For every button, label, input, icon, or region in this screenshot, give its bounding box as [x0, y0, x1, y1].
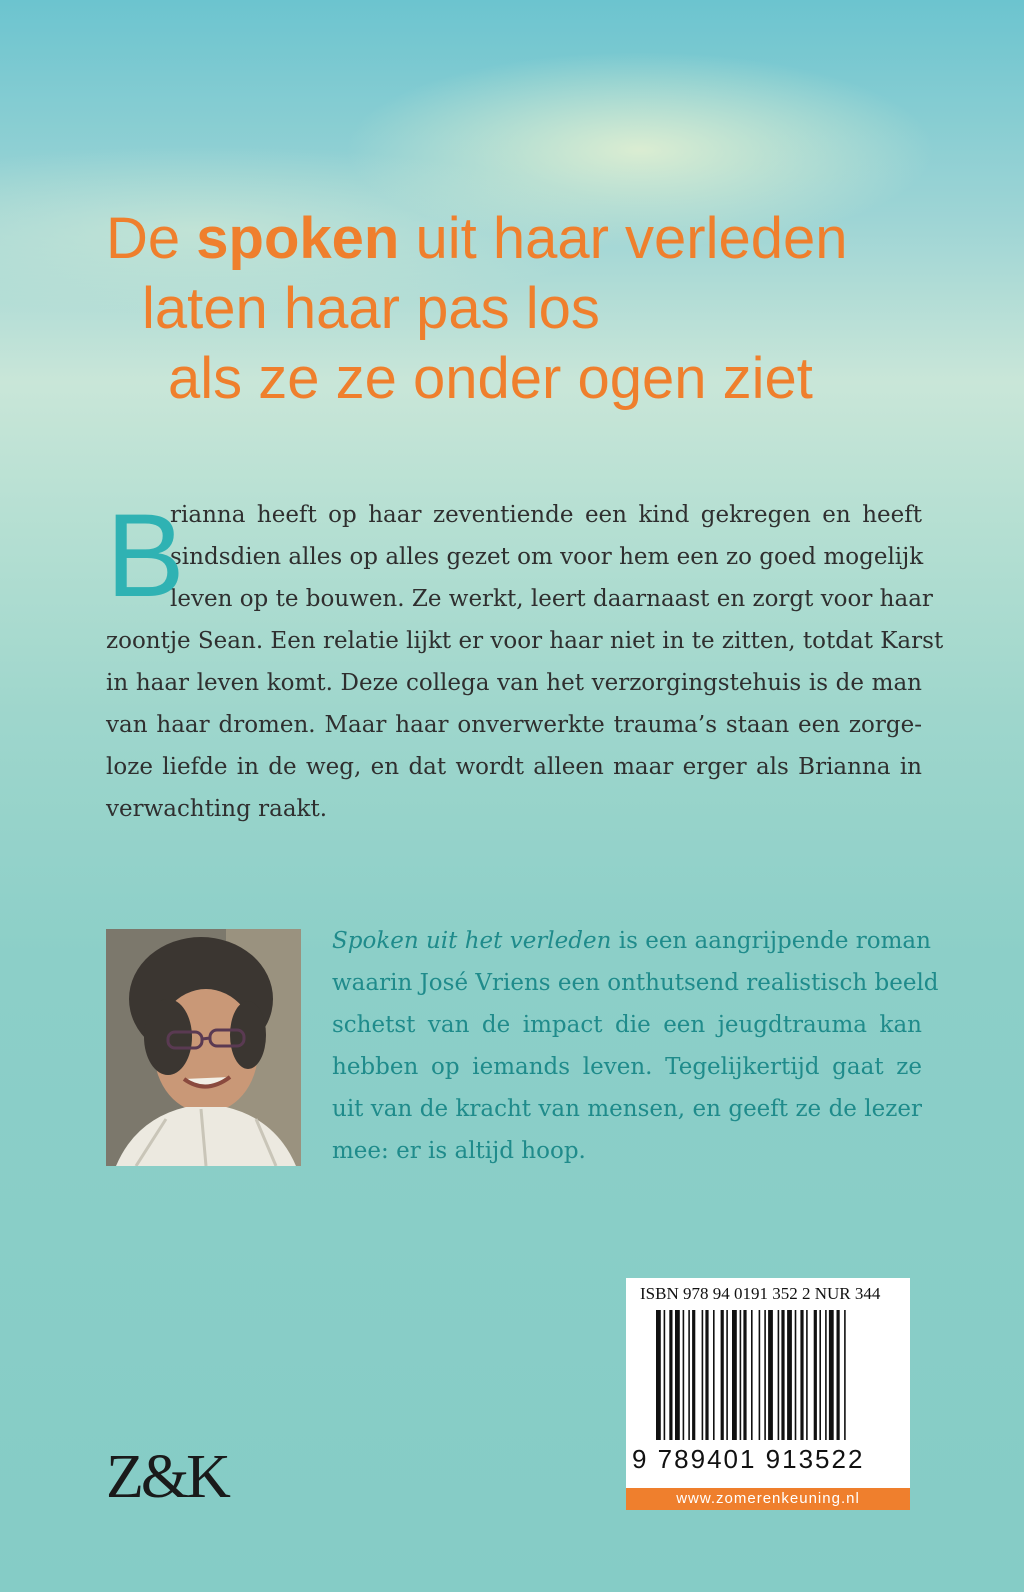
synopsis-line: in haar leven komt. Deze collega van het verzorgingstehuis is de man — [106, 670, 922, 696]
barcode-bar — [787, 1310, 792, 1440]
synopsis-line: sindsdien alles op alles gezet om voor hem een zo goed mogelijk — [170, 544, 924, 570]
author-blurb-line: uit van de kracht van mensen, en geeft ze de lezer — [332, 1096, 922, 1122]
barcode-bar — [825, 1310, 827, 1440]
synopsis-line: verwachting raakt. — [106, 796, 328, 822]
author-blurb-line: mee: er is altijd hoop. — [332, 1138, 586, 1164]
barcode-block — [626, 1278, 910, 1510]
tagline — [106, 204, 848, 414]
barcode-bar — [844, 1310, 846, 1440]
tagline-emphasis: spoken — [196, 206, 400, 271]
barcode-bar — [751, 1310, 753, 1440]
barcode-bar — [806, 1310, 808, 1440]
synopsis-line: zoontje Sean. Een relatie lijkt er voor haar niet in te zitten, totdat Karst — [106, 628, 944, 654]
isbn-nur-text: ISBN 978 94 0191 352 2 NUR 344 — [640, 1284, 881, 1303]
barcode-bar — [743, 1310, 746, 1440]
barcode-bar — [721, 1310, 724, 1440]
barcode-bar — [764, 1310, 766, 1440]
barcode-digits: 9 789401 913522 — [632, 1444, 865, 1474]
barcode-bar — [740, 1310, 742, 1440]
synopsis-line: leven op te bouwen. Ze werkt, leert daarnaast en zorgt voor haar — [170, 586, 933, 612]
publisher-logo: Z&K — [106, 1443, 228, 1511]
synopsis — [106, 490, 944, 830]
barcode-bar — [664, 1310, 666, 1440]
author-blurb-line: schetst van de impact die een jeugdtrauma kan — [332, 1012, 922, 1038]
tagline-line-2: laten haar pas los — [142, 276, 600, 341]
barcode-bar — [713, 1310, 715, 1440]
barcode-bar — [759, 1310, 761, 1440]
author-blurb — [332, 920, 939, 1172]
barcode-bar — [795, 1310, 797, 1440]
tagline-line-1-post: uit haar verleden — [399, 206, 848, 271]
synopsis-line: loze liefde in de weg, en dat wordt alleen maar erger als Brianna in — [106, 754, 922, 780]
barcode-bar — [819, 1310, 821, 1440]
barcode-bar — [675, 1310, 680, 1440]
barcode-bar — [688, 1310, 690, 1440]
tagline-line-1-pre: De — [106, 206, 197, 271]
author-blurb-line: hebben op iemands leven. Tegelijkertijd gaat ze — [332, 1054, 922, 1080]
synopsis-line: rianna heeft op haar zeventiende een kind gekregen en heeft — [170, 502, 922, 528]
barcode-bar — [829, 1310, 834, 1440]
publisher-url: www.zomerenkeuning.nl — [626, 1488, 910, 1510]
barcode-bars — [656, 1310, 880, 1450]
tagline-line-1 — [106, 204, 848, 274]
barcode-bar — [781, 1310, 784, 1440]
author-photo — [106, 929, 301, 1166]
author-blurb-line: waarin José Vriens een onthutsend realistisch beeld — [332, 970, 939, 996]
barcode-bar — [669, 1310, 672, 1440]
barcode-bar — [837, 1310, 840, 1440]
tagline-line-3: als ze ze onder ogen ziet — [168, 346, 813, 411]
barcode-bar — [732, 1310, 737, 1440]
drop-cap: B — [106, 490, 185, 622]
author-blurb-line-1-rest: is een aangrijpende roman — [611, 928, 931, 954]
barcode-bar — [778, 1310, 780, 1440]
barcode-bar — [692, 1310, 695, 1440]
book-title-italic: Spoken uit het verleden — [332, 928, 612, 954]
barcode-bar — [814, 1310, 817, 1440]
barcode-bar — [800, 1310, 803, 1440]
barcode-bar — [702, 1310, 704, 1440]
barcode-bar — [768, 1310, 773, 1440]
barcode-bar — [656, 1310, 661, 1440]
barcode-bar — [726, 1310, 728, 1440]
barcode-bar — [683, 1310, 685, 1440]
author-blurb-line — [332, 920, 931, 962]
synopsis-line: van haar dromen. Maar haar onverwerkte trauma’s staan een zorge- — [106, 712, 922, 738]
barcode-bar — [705, 1310, 708, 1440]
